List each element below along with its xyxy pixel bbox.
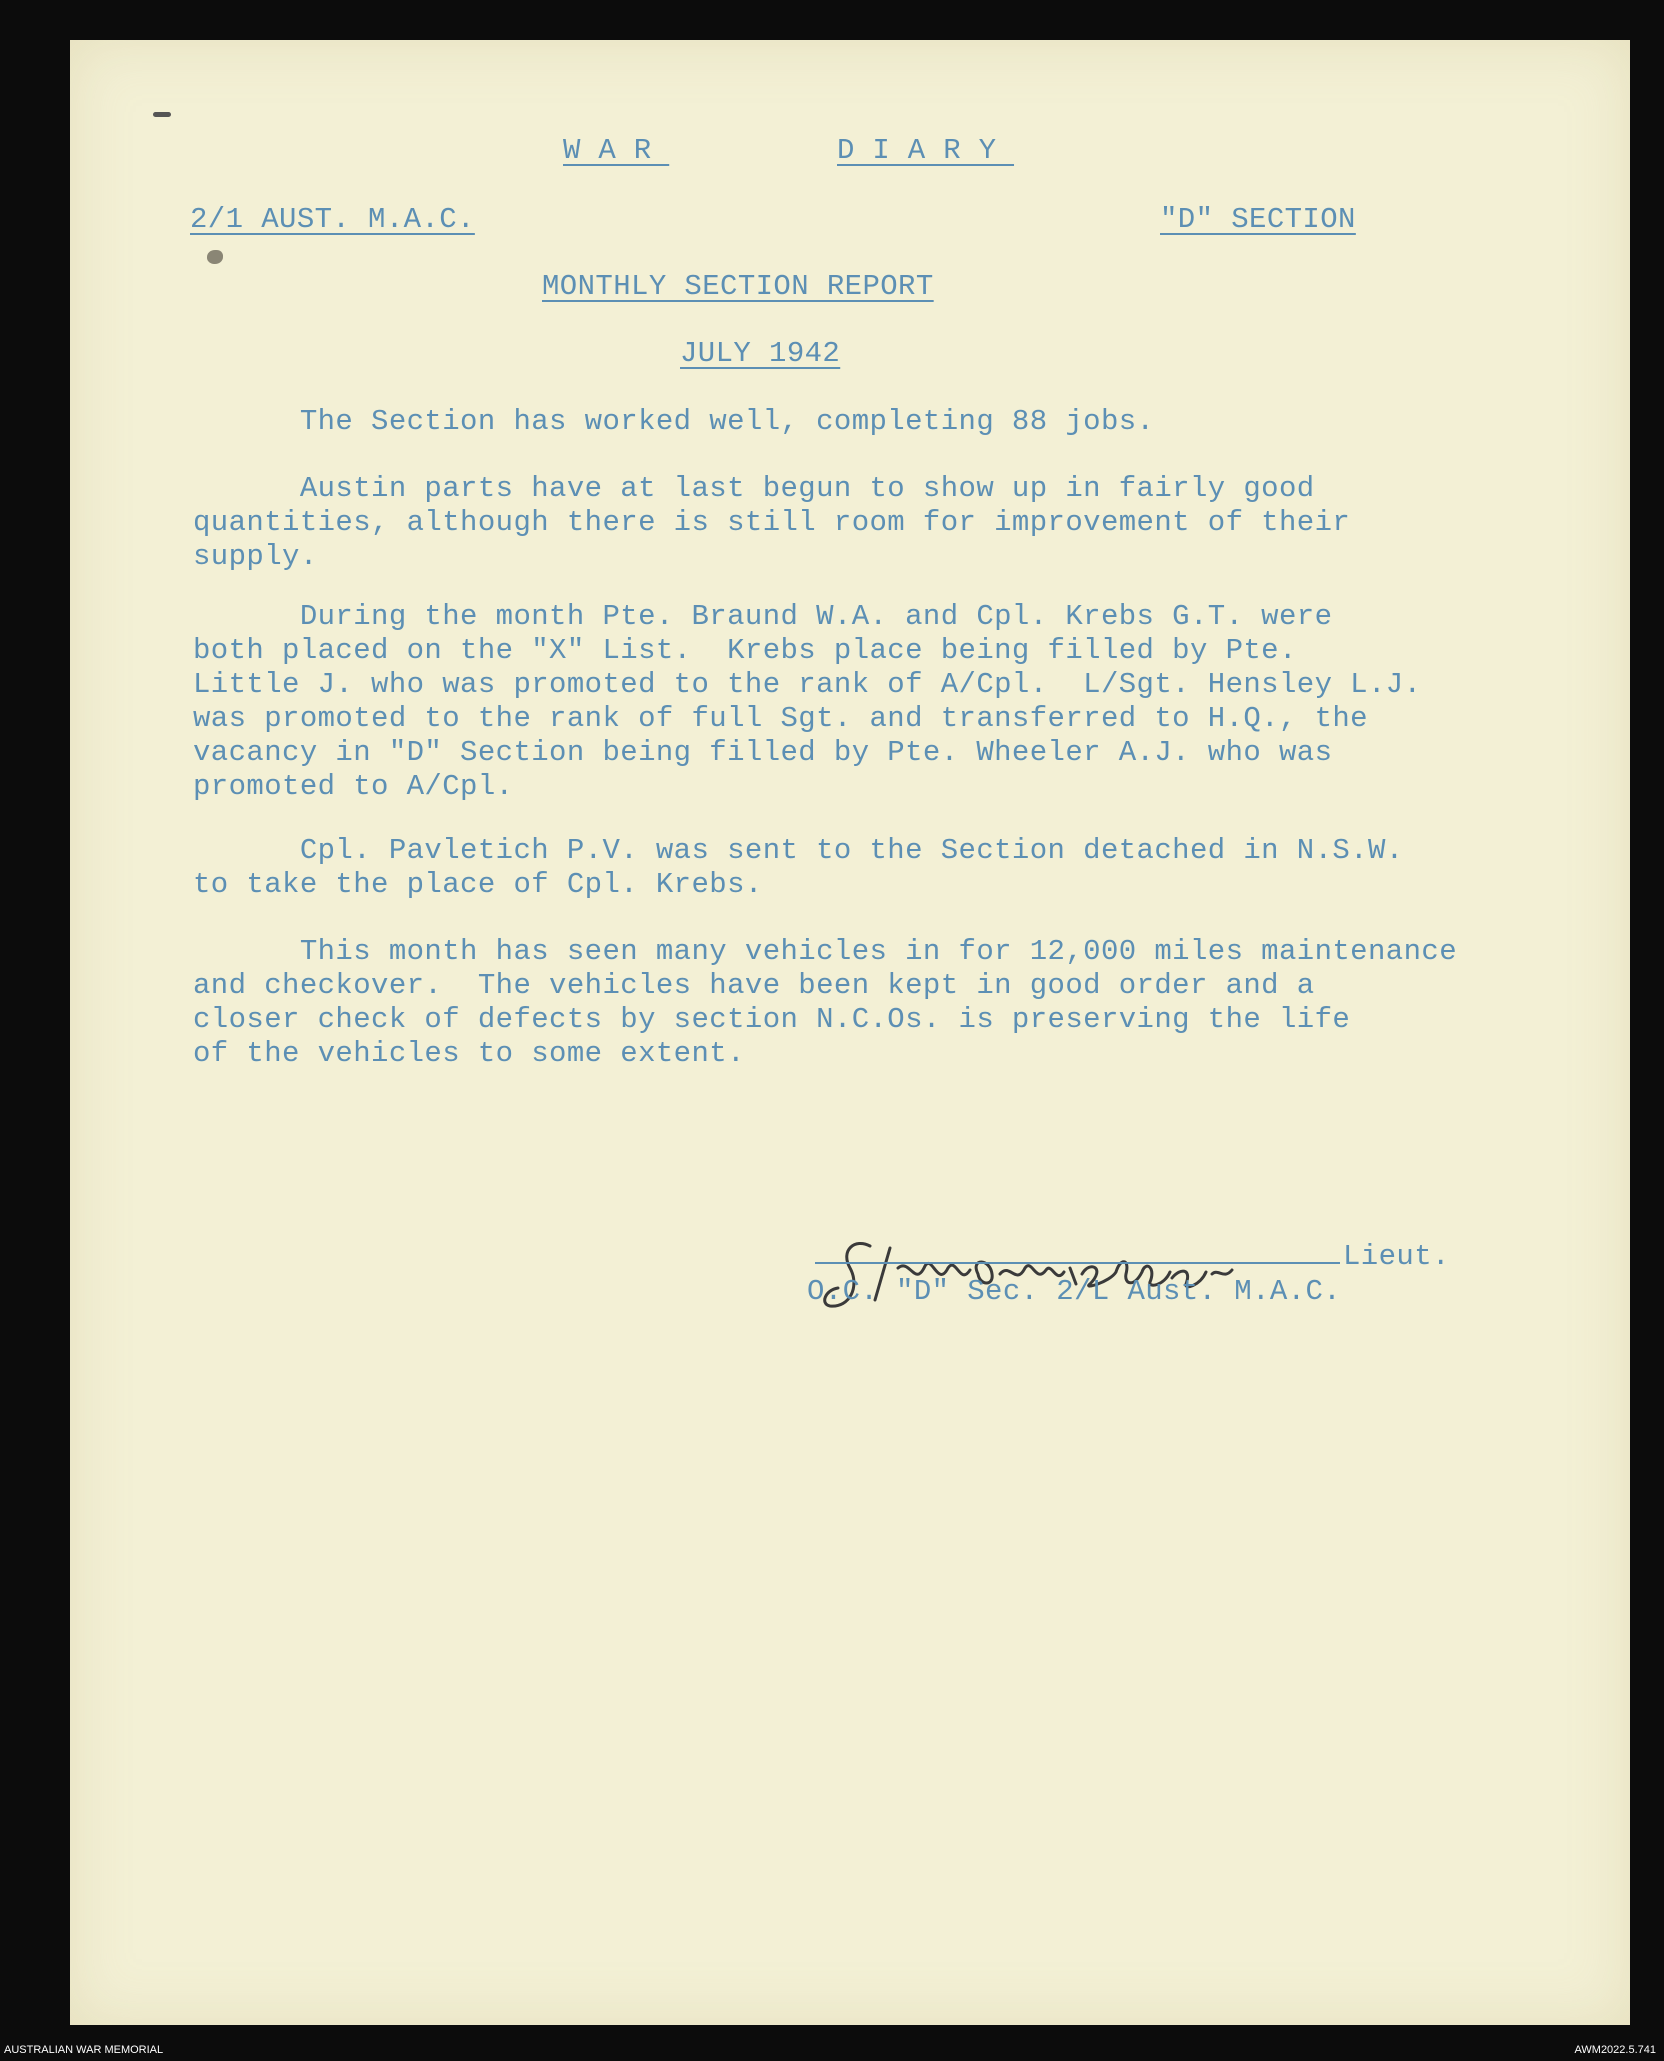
footer-accession-number: AWM2022.5.741 [1574,2044,1656,2056]
paragraph-personnel: During the month Pte. Braund W.A. and Cpl. Krebs G.T. were both placed on the "X" List. Krebs place being filled by Pte. Little J. who was promoted to the rank of A/Cpl. L/Sgt. Hensley L.J. was promoted to the rank of full Sgt. and transferred to H.Q., the vacancy in "D" Section being filled by Pte. Wheeler A.J. who was promoted to A/Cpl. [193,600,1422,803]
signature-rank: Lieut. [1343,1240,1450,1273]
title-diary: DIARY [837,134,1015,167]
report-date: JULY 1942 [680,337,841,370]
paragraph-austin-parts: Austin parts have at last begun to show up in fairly good quantities, although there is still room for improvement of their supply. [193,472,1351,573]
footer-institution: AUSTRALIAN WAR MEMORIAL [4,2044,164,2056]
paragraph-jobs: The Section has worked well, completing 88 jobs. [193,405,1155,438]
section-heading: "D" SECTION [1160,203,1356,236]
report-title: MONTHLY SECTION REPORT [542,270,934,303]
ink-mark [153,112,171,117]
unit-heading: 2/1 AUST. M.A.C. [190,203,475,236]
signature-line [815,1262,1340,1264]
paragraph-pavletich: Cpl. Pavletich P.V. was sent to the Section detached in N.S.W. to take the place of Cpl. Krebs. [193,834,1404,901]
paragraph-vehicles: This month has seen many vehicles in for 12,000 miles maintenance and checkover. The vehicles have been kept in good order and a closer check of defects by section N.C.Os. is preserving the life of the vehicles to some extent. [193,935,1458,1070]
signature-title: O.C. "D" Sec. 2/L Aust. M.A.C. [807,1275,1342,1308]
title-war: WAR [563,134,670,167]
punch-hole [207,250,223,264]
